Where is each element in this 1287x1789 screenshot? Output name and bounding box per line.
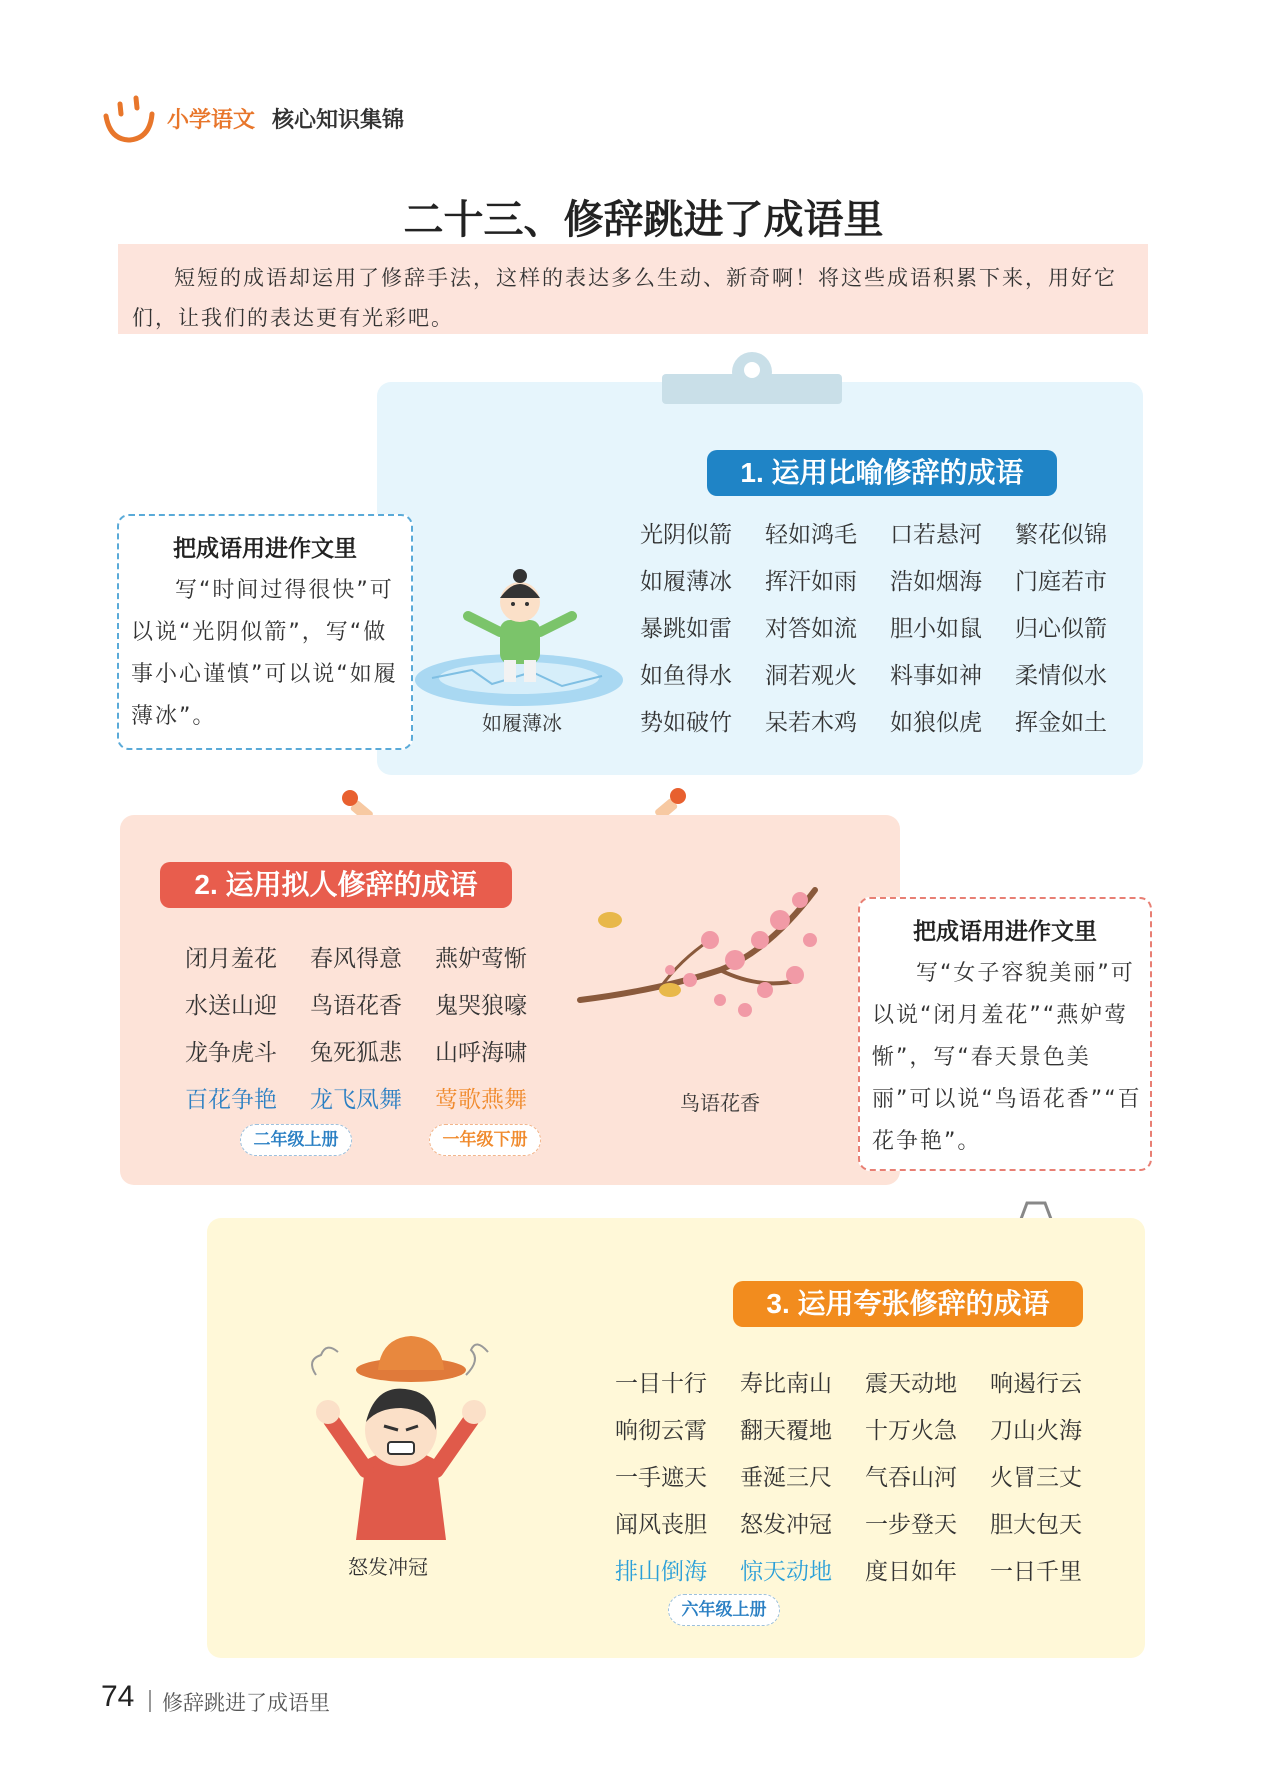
idiom: 山呼海啸 <box>435 1040 527 1066</box>
idiom: 门庭若市 <box>1015 569 1107 595</box>
footer-divider <box>149 1690 151 1712</box>
idiom: 度日如年 <box>865 1559 957 1585</box>
header-book: 核心知识集锦 <box>272 108 405 133</box>
idiom: 闻风丧胆 <box>615 1512 707 1538</box>
grade-badge: 二年级上册 <box>240 1124 352 1156</box>
idiom: 势如破竹 <box>640 710 732 736</box>
section3-heading: 3. 运用夸张修辞的成语 <box>733 1281 1083 1327</box>
idiom: 兔死狐悲 <box>310 1040 402 1066</box>
idiom: 震天动地 <box>865 1371 957 1397</box>
idiom: 挥汗如雨 <box>765 569 857 595</box>
idiom: 如鱼得水 <box>640 663 732 689</box>
idiom: 浩如烟海 <box>890 569 982 595</box>
intro-text: 短短的成语却运用了修辞手法，这样的表达多么生动、新奇啊！将这些成语积累下来，用好它们，让我们的表达更有光彩吧。 <box>132 266 1117 330</box>
section2-heading: 2. 运用拟人修辞的成语 <box>160 862 512 908</box>
caption-birds-flowers: 鸟语花香 <box>680 1091 760 1115</box>
footer-chapter: 修辞跳进了成语里 <box>162 1691 330 1715</box>
idiom: 一目十行 <box>615 1371 707 1397</box>
idiom: 胆大包天 <box>990 1512 1082 1538</box>
idiom: 呆若木鸡 <box>765 710 857 736</box>
simile-idiom-grid <box>640 521 1140 738</box>
idiom: 胆小如鼠 <box>890 616 982 642</box>
idiom-highlight: 莺歌燕舞 <box>435 1087 527 1113</box>
hyperbole-idiom-grid <box>615 1370 1115 1587</box>
section1-heading: 1. 运用比喻修辞的成语 <box>707 450 1057 496</box>
idiom: 怒发冲冠 <box>740 1512 832 1538</box>
idiom: 暴跳如雷 <box>640 616 732 642</box>
writing-tip-box <box>858 897 1152 1171</box>
tip-body: 写“女子容貌美丽”可以说“闭月羞花”“燕妒莺惭”，写“春天景色美丽”可以说“鸟语花香”“百花争艳”。 <box>872 961 1142 1154</box>
idiom: 口若悬河 <box>890 522 982 548</box>
idiom: 归心似箭 <box>1015 616 1107 642</box>
page-title: 二十三、修辞跳进了成语里 <box>403 197 884 243</box>
smiley-logo-icon <box>100 90 156 146</box>
boy-on-ice-illustration <box>412 560 627 710</box>
idiom: 繁花似锦 <box>1015 522 1107 548</box>
idiom: 如履薄冰 <box>640 569 732 595</box>
writing-tip-box <box>117 514 413 750</box>
idiom: 对答如流 <box>765 616 857 642</box>
idiom: 春风得意 <box>310 946 402 972</box>
angry-boy-illustration <box>306 1330 496 1545</box>
idiom: 挥金如土 <box>1015 710 1107 736</box>
idiom: 燕妒莺惭 <box>435 946 527 972</box>
intro-box <box>118 244 1148 334</box>
idiom: 柔情似水 <box>1015 663 1107 689</box>
page-number: 74 <box>101 1680 135 1713</box>
plum-blossom-illustration <box>570 880 830 1080</box>
idiom: 如狼似虎 <box>890 710 982 736</box>
grade-badge: 六年级上册 <box>668 1594 780 1626</box>
idiom: 响遏行云 <box>990 1371 1082 1397</box>
idiom: 寿比南山 <box>740 1371 832 1397</box>
caption-thin-ice: 如履薄冰 <box>482 711 562 735</box>
idiom: 一日千里 <box>990 1559 1082 1585</box>
personification-idiom-grid <box>185 945 560 1115</box>
caption-angry: 怒发冲冠 <box>348 1555 428 1579</box>
idiom: 十万火急 <box>865 1418 957 1444</box>
idiom-highlight: 排山倒海 <box>615 1559 707 1585</box>
idiom: 垂涎三尺 <box>740 1465 832 1491</box>
tip-body: 写“时间过得很快”可以说“光阴似箭”，写“做事小心谨慎”可以说“如履薄冰”。 <box>131 578 398 729</box>
idiom: 闭月羞花 <box>185 946 277 972</box>
idiom: 鬼哭狼嚎 <box>435 993 527 1019</box>
grade-badge: 一年级下册 <box>429 1124 541 1156</box>
idiom-highlight: 百花争艳 <box>185 1087 277 1113</box>
idiom: 翻天覆地 <box>740 1418 832 1444</box>
idiom: 洞若观火 <box>765 663 857 689</box>
clip-icon <box>662 352 842 408</box>
idiom: 轻如鸿毛 <box>765 522 857 548</box>
idiom-highlight: 龙飞凤舞 <box>310 1087 402 1113</box>
idiom: 光阴似箭 <box>640 522 732 548</box>
idiom-highlight: 惊天动地 <box>740 1559 832 1585</box>
idiom: 一手遮天 <box>615 1465 707 1491</box>
idiom: 火冒三丈 <box>990 1465 1082 1491</box>
idiom: 气吞山河 <box>865 1465 957 1491</box>
idiom: 一步登天 <box>865 1512 957 1538</box>
idiom: 龙争虎斗 <box>185 1040 277 1066</box>
idiom: 料事如神 <box>890 663 982 689</box>
idiom: 鸟语花香 <box>310 993 402 1019</box>
idiom: 水送山迎 <box>185 993 277 1019</box>
idiom: 刀山火海 <box>990 1418 1082 1444</box>
tip-title: 把成语用进作文里 <box>913 919 1097 945</box>
idiom: 响彻云霄 <box>615 1418 707 1444</box>
tip-title: 把成语用进作文里 <box>173 536 357 562</box>
header-subject: 小学语文 <box>167 108 256 133</box>
